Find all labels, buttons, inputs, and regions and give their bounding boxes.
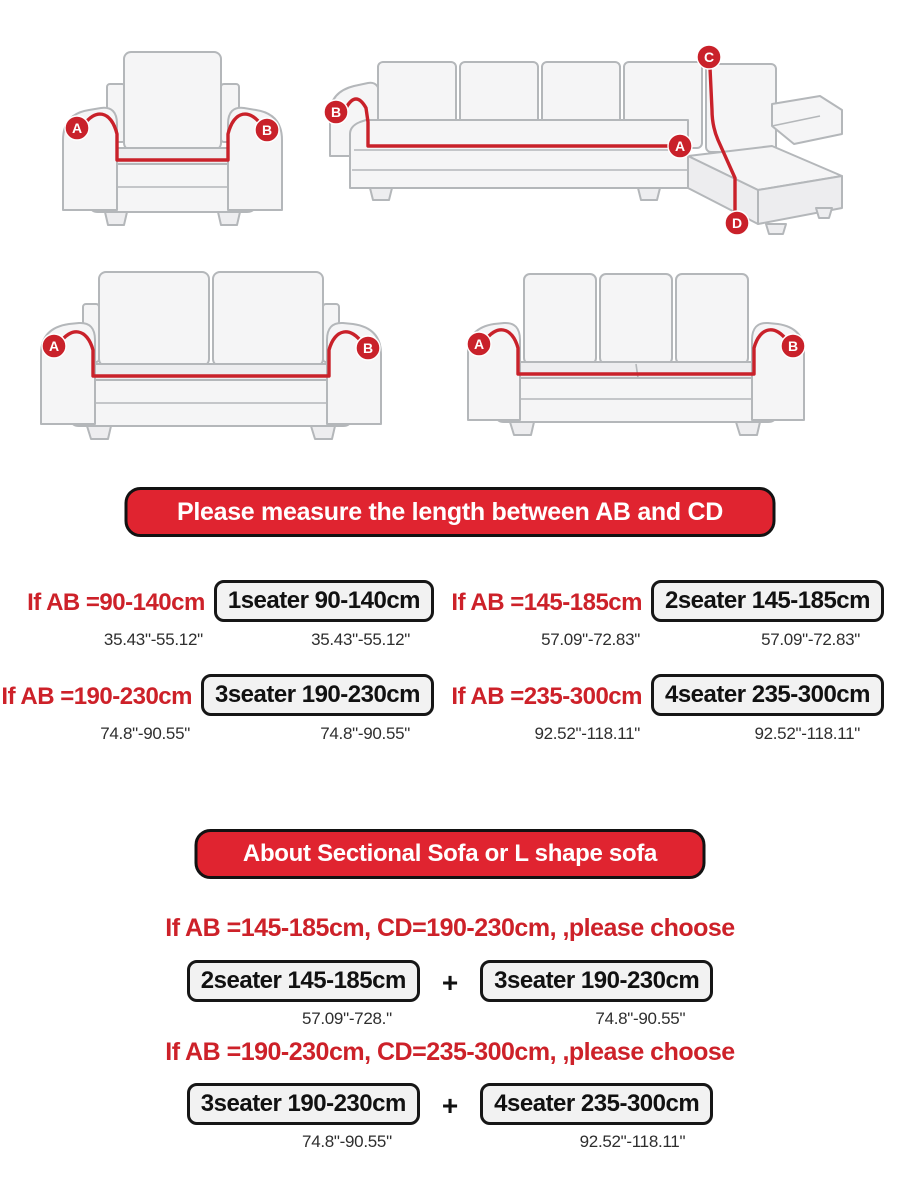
- measure-instruction-banner: [125, 487, 776, 537]
- sofa-3seater-drawing: [462, 268, 810, 440]
- condition-column: [1, 674, 192, 744]
- marker-a-label: A: [473, 336, 485, 352]
- product-size-box: 1seater 90-140cm: [214, 580, 434, 622]
- marker-a-label: A: [71, 120, 83, 136]
- marker-b-label: B: [787, 338, 799, 354]
- product-column: [651, 674, 884, 744]
- product-inches: 74.8"-90.55": [320, 724, 410, 743]
- sectional-combo-row-1: [0, 960, 900, 1029]
- condition-inches: 35.43"-55.12": [103, 630, 203, 649]
- marker-b-badge: [356, 336, 380, 360]
- size-options-row-2: [0, 674, 900, 744]
- marker-a-label: A: [48, 338, 60, 354]
- marker-c-label: C: [703, 49, 715, 65]
- sectional-combo-row-2: [0, 1083, 900, 1152]
- armchair-1seater-diagram: [55, 48, 290, 233]
- plus-sign: +: [441, 967, 459, 998]
- product-size-box: 3seater 190-230cm: [187, 1083, 420, 1125]
- product-size-box: 3seater 190-230cm: [480, 960, 713, 1002]
- condition-text: If AB =235-300cm: [451, 683, 642, 710]
- sofa-3seater-diagram: [462, 268, 810, 440]
- marker-b-badge: [255, 118, 279, 142]
- product-inches: 57.09"-728.": [302, 1009, 392, 1028]
- marker-b-label: B: [261, 122, 273, 138]
- sectional-combo-item: [187, 960, 420, 1029]
- size-option-2seater: [450, 580, 900, 650]
- condition-inches: 74.8"-90.55": [100, 724, 190, 743]
- sectional-combo-item: [187, 1083, 420, 1152]
- product-inches: 92.52"-118.11": [754, 724, 860, 743]
- marker-a-label: A: [674, 138, 686, 154]
- marker-c-badge: [697, 45, 721, 69]
- sectional-condition-2: If AB =190-230cm, CD=235-300cm, ,please choose: [165, 1038, 735, 1066]
- product-column: [214, 580, 434, 650]
- measure-instruction-text: Please measure the length between AB and CD: [176, 497, 724, 526]
- product-size-box: 4seater 235-300cm: [480, 1083, 713, 1125]
- plus-sign: +: [441, 1090, 459, 1121]
- marker-b-label: B: [330, 104, 342, 120]
- marker-a-badge: [42, 334, 66, 358]
- condition-inches: 92.52"-118.11": [534, 724, 640, 743]
- product-column: [651, 580, 884, 650]
- size-option-1seater: [0, 580, 450, 650]
- size-options-row-1: [0, 580, 900, 650]
- size-option-4seater: [450, 674, 900, 744]
- condition-text: If AB =145-185cm: [451, 589, 642, 616]
- product-size-box: 4seater 235-300cm: [651, 674, 884, 716]
- marker-a-badge: [467, 332, 491, 356]
- product-column: [201, 674, 434, 744]
- marker-b-label: B: [362, 340, 374, 356]
- sectional-info-banner: [195, 829, 706, 879]
- marker-d-badge: [725, 211, 749, 235]
- product-inches: 57.09"-72.83": [761, 630, 860, 649]
- condition-inches: 57.09"-72.83": [541, 630, 640, 649]
- sofa-2seater-drawing: [35, 266, 387, 444]
- product-size-box: 3seater 190-230cm: [201, 674, 434, 716]
- marker-b-badge: [781, 334, 805, 358]
- marker-d-label: D: [731, 215, 743, 231]
- product-inches: 74.8"-90.55": [595, 1009, 686, 1028]
- sectional-combo-item: [480, 960, 713, 1029]
- product-inches: 74.8"-90.55": [302, 1132, 392, 1151]
- product-size-box: 2seater 145-185cm: [187, 960, 420, 1002]
- sectional-condition-1: If AB =145-185cm, CD=190-230cm, ,please choose: [165, 914, 735, 942]
- condition-column: [451, 580, 642, 650]
- sectional-info-text: About Sectional Sofa or L shape sofa: [242, 840, 658, 867]
- condition-text: If AB =190-230cm: [1, 683, 192, 710]
- marker-a-badge: [668, 134, 692, 158]
- condition-column: [451, 674, 642, 744]
- condition-column: [27, 580, 205, 650]
- marker-a-badge: [65, 116, 89, 140]
- armchair-1seater-drawing: [55, 48, 290, 233]
- sectional-lshape-diagram: [320, 28, 850, 243]
- product-inches: 35.43"-55.12": [311, 630, 410, 649]
- size-option-3seater: [0, 674, 450, 744]
- condition-text: If AB =90-140cm: [27, 589, 205, 616]
- product-size-box: 2seater 145-185cm: [651, 580, 884, 622]
- marker-b-badge: [324, 100, 348, 124]
- sofa-2seater-diagram: [35, 266, 387, 444]
- sectional-combo-item: [480, 1083, 713, 1152]
- product-inches: 92.52"-118.11": [579, 1132, 686, 1151]
- sectional-lshape-drawing: [320, 28, 850, 243]
